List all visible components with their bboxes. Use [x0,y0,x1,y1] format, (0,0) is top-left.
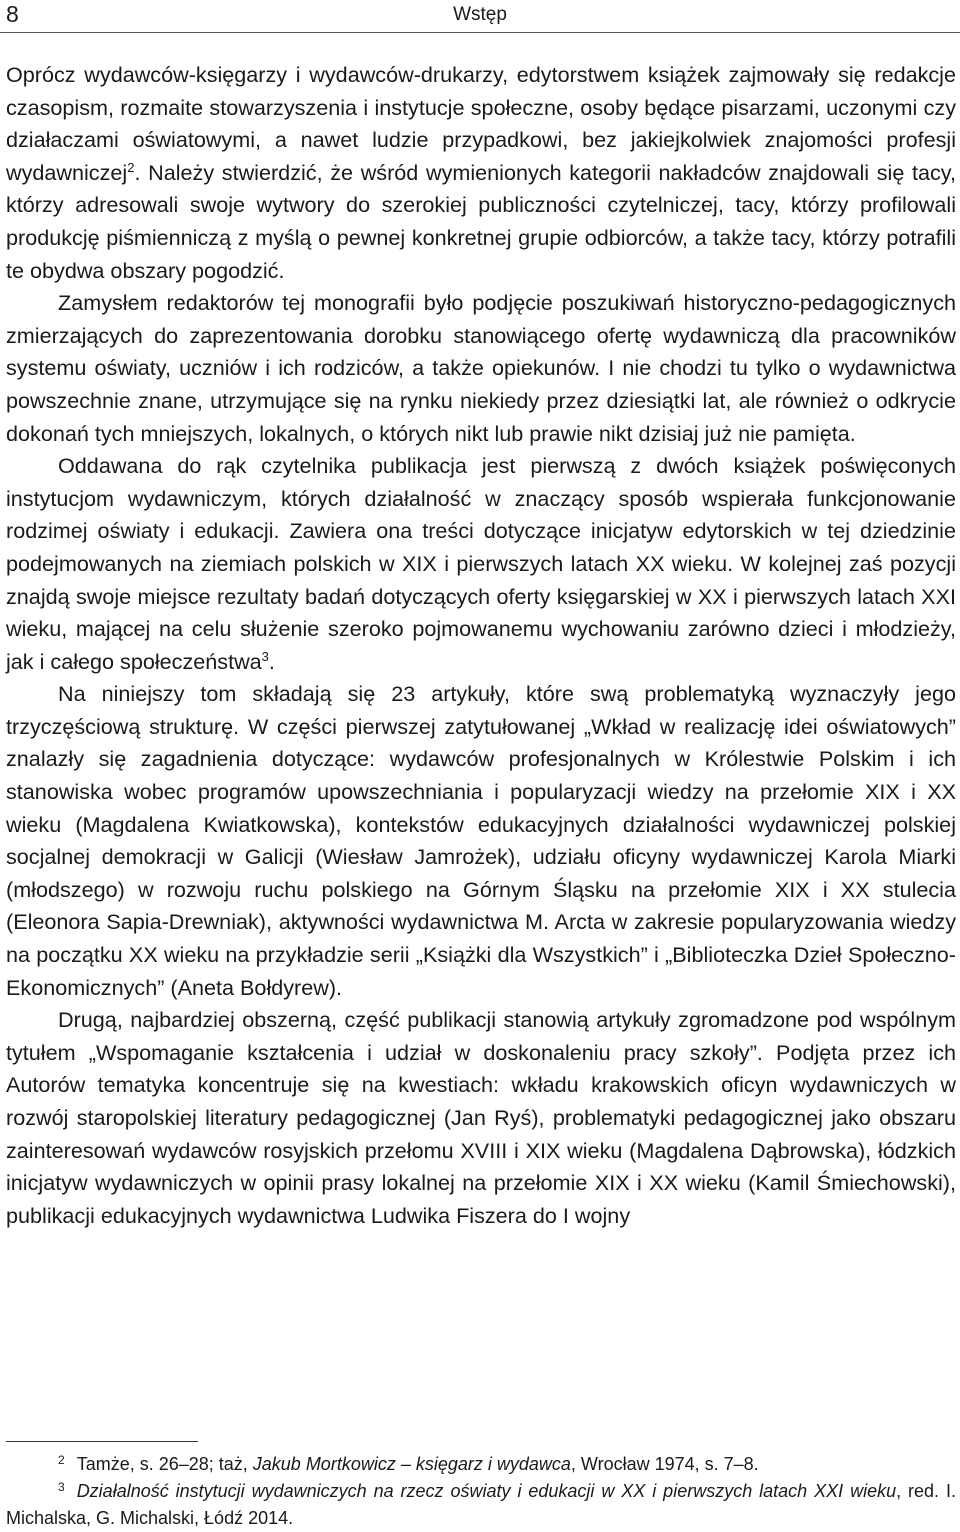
footnote-text: Tamże, s. 26–28; taż, [76,1454,253,1474]
page-header [0,0,960,33]
footnote-title: Jakub Mortkowicz – księgarz i wydawca [252,1454,571,1474]
paragraph-4-end: . [268,648,275,674]
paragraph-1-end: . [134,159,141,185]
page-number: 8 [6,1,19,27]
paragraph-3 [6,287,956,450]
footnote-divider [6,1441,198,1442]
paragraph-4 [6,450,956,678]
paragraph-5 [6,678,956,1004]
paragraph-1-text: Oprócz wydawców-księgarzy i wydawców-drukarzy, edytorstwem książek zajmowały się redakcje czasopism, rozmaite stowarzyszenia i instytucje społeczne, osoby będące pisarzami, uczonymi czy działaczami oświatowymi, a nawet ludzie przypadkowi, bez jakiejkolwiek znajomości profesji wydawniczej [6,62,956,185]
paragraph-2-text: Należy stwierdzić, że wśród wymienionych kategorii nakładców znajdowali się tacy, którzy adresowali swoje wytwory do szerokiej publiczności czytelniczej, tacy, którzy profilowali produkcję piśmienniczą z myślą o pewnej konkretnej grupie odbiorców, a także tacy, którzy potrafili te obydwa obszary pogodzić. [6,159,956,283]
footnotes [6,1451,956,1532]
paragraph-4-text: Oddawana do rąk czytelnika publikacja jest pierwszą z dwóch książek poświęconych instytucjom wydawniczym, których działalność w znaczący sposób wspierała funkcjonowanie rodzimej oświaty i edukacji. Zawiera ona treści dotyczące inicjatyw edytorskich w tej dziedzinie podejmowanych na ziemiach polskich w XIX i pierwszych latach XX wieku. W kolejnej zaś pozycji znajdą swoje miejsce rezultaty badań dotyczących oferty księgarskiej w XX i pierwszych latach XXI wieku, mającej na celu służenie szeroko pojmowanemu wychowaniu zarówno dzieci i młodzieży, jak i całego społeczeństwa [6,453,956,674]
paragraph-6-text: Drugą, najbardziej obszerną, część publikacji stanowią artykuły zgromadzone pod wspólnym tytułem „Wspomaganie kształcenia i udział w doskonaleniu pracy szkoły”. Podjęta przez ich Autorów tematyka koncentruje się na kwestiach: wkładu krakowskich oficyn wydawniczych w rozwój staropolskiej literatury pedagogicznej (Jan Ryś), problematyki pedagogicznej jako obszaru zainteresowań wydawców rosyjskich przełomu XVIII i XIX wieku (Magdalena Dąbrowska), łódzkich inicjatyw wydawniczych w opinii prasy lokalnej na przełomie XIX i XX wieku (Kamil Śmiechowski), publikacji edukacyjnych wydawnictwa Ludwika Fiszera do I wojny [6,1007,956,1228]
footnote-ref-3[interactable]: 3 [261,648,269,664]
paragraph-1 [6,59,956,287]
running-title: Wstęp [453,4,507,25]
footnote-title: Działalność instytucji wydawniczych na rzecz oświaty i edukacji w XX i pierwszych latach XXI wieku [76,1481,897,1501]
footnote-mark: 3 [58,1480,65,1494]
footnote-text: , Wrocław 1974, s. 7–8. [570,1454,759,1474]
footnote-3 [6,1478,956,1532]
footnote-mark: 2 [58,1453,65,1467]
paragraph-3-text: Zamysłem redaktorów tej monografii było podjęcie poszukiwań historyczno-pedagogicznych zmierzających do zaprezentowania dorobku stanowiącego ofertę wydawniczą dla pracowników systemu oświaty, uczniów i ich rodziców, a także opiekunów. I nie chodzi tu tylko o wydawnictwa powszechnie znane, utrzymujące się na rynku niekiedy przez dziesiątki lat, ale również o odkrycie dokonań tych mniejszych, lokalnych, o których nikt lub prawie nikt dzisiaj już nie pamięta. [6,290,956,446]
body-text [6,59,956,1232]
paragraph-5-text: Na niniejszy tom składają się 23 artykuły, które swą problematyką wyznaczyły jego trzyczęściową strukturę. W części pierwszej zatytułowanej „Wkład w realizację idei oświatowych” znalazły się zagadnienia dotyczące: wydawców profesjonalnych w Królestwie Polskim i ich stanowiska wobec programów upowszechniania i popularyzacji wiedzy na przełomie XIX i XX wieku (Magdalena Kwiatkowska), kontekstów edukacyjnych działalności wydawniczej polskiej socjalnej demokracji w Galicji (Wiesław Jamrożek), udziału oficyny wydawniczej Karola Miarki (młodszego) w rozwoju ruchu polskiego na Górnym Śląsku na przełomie XIX i XX stulecia (Eleonora Sapia-Drewniak), aktywności wydawnictwa M. Arcta w zakresie popularyzowania wiedzy na początku XX wieku na przykładzie serii „Książki dla Wszystkich” i „Biblioteczka Dzieł Społeczno-Ekonomicznych” (Aneta Bołdyrew). [6,681,956,1000]
footnote-text: , red. I. Michalska, G. Michalski, Łódź 2014. [6,1481,956,1528]
footnote-ref-2[interactable]: 2 [127,159,135,175]
footnote-2 [6,1451,956,1478]
paragraph-6 [6,1004,956,1232]
